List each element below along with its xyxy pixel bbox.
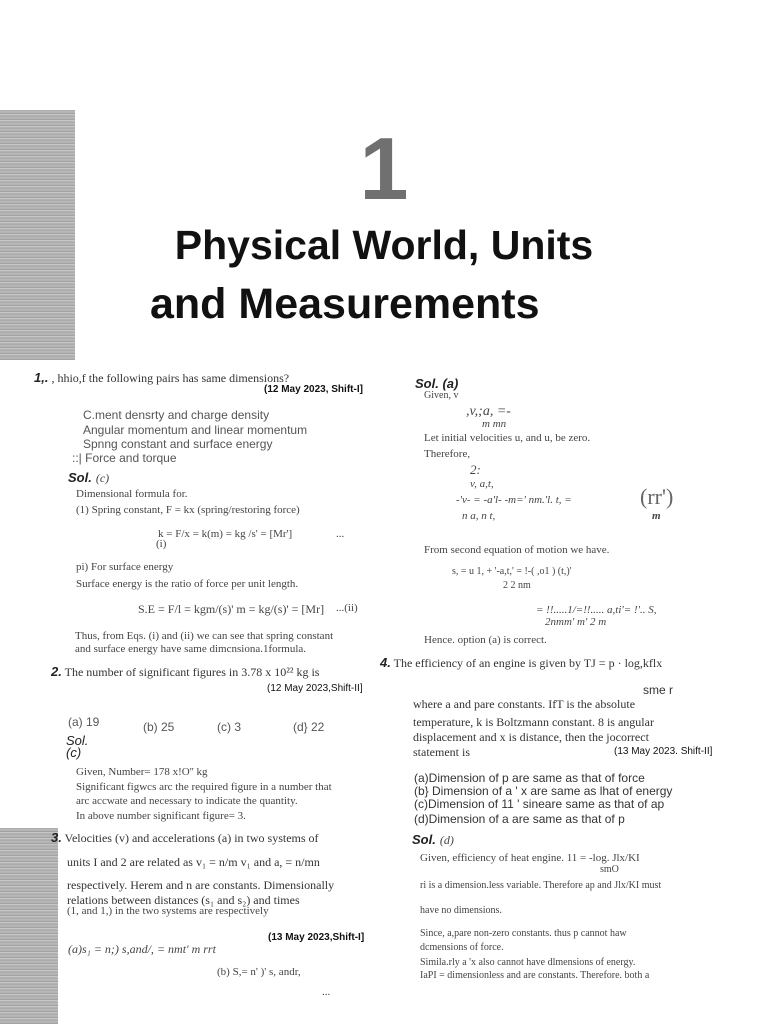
- q2-sol-line2: Significant figwcs arc the required figure in a number that: [76, 781, 332, 793]
- chapter-title-line2: and Measurements: [150, 280, 540, 328]
- q3-sol-eq-top-den: m mn: [482, 418, 507, 430]
- q4-sol-line1: Given, efficiency of heat engine. 11 = -log. Jlx/KI: [420, 852, 640, 864]
- q3-sol-frac-label: 2:: [470, 462, 481, 477]
- q4-sol-line2: smO: [600, 864, 619, 875]
- q4-option-b: (b} Dimension of a ' x are same as lhat of energy: [414, 784, 673, 798]
- q2-solution-choice: (c): [66, 745, 82, 760]
- q3-sol-eq-top: ,v,;a, =-: [466, 404, 511, 419]
- q1-option-b: Angular momentum and linear momentum: [83, 423, 308, 437]
- q4-line3: displacement and x is distance, then the jocorrect: [413, 730, 649, 744]
- q1-equation-1-tail: ...: [336, 528, 345, 540]
- q4-option-c: (c)Dimension of 11 ' sineare same as that of ap: [414, 797, 665, 811]
- q3-sol-line2: Therefore,: [424, 448, 471, 460]
- question-number: 4.: [380, 655, 391, 670]
- q1-sol-line2: (1) Spring constant, F = kx (spring/restoring force): [76, 504, 300, 516]
- question-number: 2.: [51, 664, 62, 679]
- q1-solution-heading: [68, 469, 109, 487]
- q4-option-a: (a)Dimension of p are same as that of force: [414, 771, 645, 785]
- q3-option-b: (b) S,= n' )' s, andr,: [217, 966, 301, 978]
- q3-sol-paren-m: m: [652, 510, 661, 522]
- q3-sol-row3: n a, n t,: [462, 510, 496, 522]
- scan-edge-bottom: [0, 828, 58, 1024]
- q1-equation-1: k = F/x = k(m) = kg /s' = [Mr']: [158, 528, 293, 540]
- q1-equation-2: S.E = F/l = kgm/(s)' m = kg/(s)' = [Mr]: [138, 602, 325, 616]
- q3-line4: relations between distances (s₁ and s₂) and times: [67, 893, 300, 907]
- question-text: The efficiency of an engine is given by TJ = p · log,kflx: [393, 656, 663, 670]
- question-text: , hhio,f the following pairs has same dimensions?: [51, 371, 290, 385]
- q4-line1: where a and pare constants. IfT is the absolute: [413, 697, 636, 711]
- q4-solution-heading: [412, 831, 454, 849]
- q3-sol-line3: From second equation of motion we have.: [424, 544, 610, 556]
- q1-sol-line4: Surface energy is the ratio of force per unit length.: [76, 578, 299, 590]
- q4-sol-line4: have no dimensions.: [420, 905, 502, 916]
- q3-sol-eq2b: 2 2 nm: [503, 580, 531, 591]
- q3-line3: respectively. Herem and n are constants. Dimensionally: [67, 878, 335, 892]
- q3-sol-eq3: = !!.....1/=!!..... a,ti'= !'.. S,: [536, 604, 657, 616]
- q3-sol-paren: (rr'): [640, 484, 674, 509]
- q4-sol-line7: Simila.rly a 'x also cannot have dlmensions of energy.: [420, 957, 636, 968]
- q3-sol-eq2: s, = u 1, + '-a,t,' = !-( ,o1 ) (t,)': [452, 566, 572, 577]
- q3-option-b-tail: ...: [322, 986, 331, 998]
- q3-line2: units I and 2 are related as v₁ = n/m v₁ and a, = n/mn: [67, 855, 320, 869]
- exam-tag: (12 May 2023, Shift-I]: [264, 384, 363, 395]
- solution-choice: (d): [439, 833, 454, 847]
- q3-sol-row2: -'v- = -a'l- -m=' nm.'l. t, =: [456, 494, 572, 506]
- q4-line4: statement is: [413, 745, 470, 759]
- solution-label: Sol.: [68, 470, 92, 485]
- q1-sol-line1: Dimensional formula for.: [76, 488, 188, 500]
- q1-equation-2-tail: ...(ii): [336, 602, 358, 614]
- chapter-number: 1: [359, 119, 409, 218]
- q1-sol-line3: pi) For surface energy: [76, 561, 174, 573]
- q4-sol-line5: Since, a,pare non-zero constants. thus p cannot haw: [420, 928, 627, 939]
- q4-sol-line6: dcmensions of force.: [420, 942, 504, 953]
- q4-line2: temperature, k is Boltzmann constant. 8 is angular: [413, 715, 654, 729]
- q3-option-a: (a)s₁ = n;) s,and/, = nmt' m rrt: [68, 942, 216, 956]
- question-2: [51, 664, 319, 680]
- q2-sol-line3: arc accwate and necessary to indicate the quantity.: [76, 795, 298, 807]
- q3-line5: (1, and 1,) in the two systems are respectively: [67, 905, 269, 917]
- q2-sol-line4: In above number significant figure= 3.: [76, 810, 246, 822]
- q2-option-d: (d} 22: [293, 720, 325, 734]
- q3-sol-line1: Let initial velocities u, and u, be zero.: [424, 432, 591, 444]
- q2-option-c: (c) 3: [217, 720, 241, 734]
- solution-choice: (c): [95, 471, 110, 485]
- q3-sol-hence: Hence. option (a) is correct.: [424, 634, 547, 646]
- question-number: 1,.: [34, 370, 49, 385]
- q1-option-d: ::| Force and torque: [72, 451, 177, 465]
- question-3: [51, 830, 319, 846]
- q4-option-d: (d)Dimension of a are same as that of p: [414, 812, 625, 826]
- q2-option-a: (a) 19: [68, 715, 100, 729]
- q3-solution-label: Sol. (a): [415, 376, 459, 391]
- q1-option-c: Spnng constant and surface energy: [83, 437, 273, 451]
- question-text: The number of significant figures in 3.78 x 10²² kg is: [64, 665, 320, 679]
- q2-solution-label: Sol.: [66, 733, 89, 748]
- q3-sol-eq3b: 2nmm' m' 2 m: [545, 616, 607, 628]
- q1-option-a: C.ment densrty and charge density: [83, 408, 270, 422]
- q2-sol-line1: Given, Number= 178 x!O'' kg: [76, 766, 208, 778]
- q4-fraction-denominator: sme r: [643, 683, 673, 697]
- question-1: [34, 370, 379, 395]
- q2-exam-tag: (12 May 2023,Shift-II]: [267, 683, 363, 694]
- q1-equation-1-marker: (i): [156, 538, 167, 550]
- solution-label: Sol.: [412, 832, 436, 847]
- question-line: Velocities (v) and accelerations (a) in two systems of: [64, 831, 319, 845]
- question-number: 3.: [51, 830, 62, 845]
- q4-exam-tag: (13 May 2023. Shift-II]: [614, 746, 713, 757]
- question-4: [380, 655, 662, 671]
- q3-exam-tag: (13 May 2023,Shift-I]: [268, 932, 365, 943]
- q3-sol-row1: v, a,t,: [470, 478, 494, 490]
- q2-option-b: (b) 25: [143, 720, 175, 734]
- chapter-title-line1: Physical World, Units: [174, 222, 594, 268]
- q4-sol-line8: IaPI = dimensionless and are constants. Therefore. both a: [420, 970, 650, 981]
- q1-sol-line6: and surface energy have same dimcnsiona.1formula.: [75, 643, 307, 655]
- q1-sol-line5: Thus, from Eqs. (i) and (ii) we can see that spring constant: [75, 630, 334, 642]
- q4-sol-line3: ri is a dimension.less variable. Therefore ap and Jlx/KI must: [420, 880, 662, 891]
- q3-sol-given: Given, v: [424, 390, 459, 401]
